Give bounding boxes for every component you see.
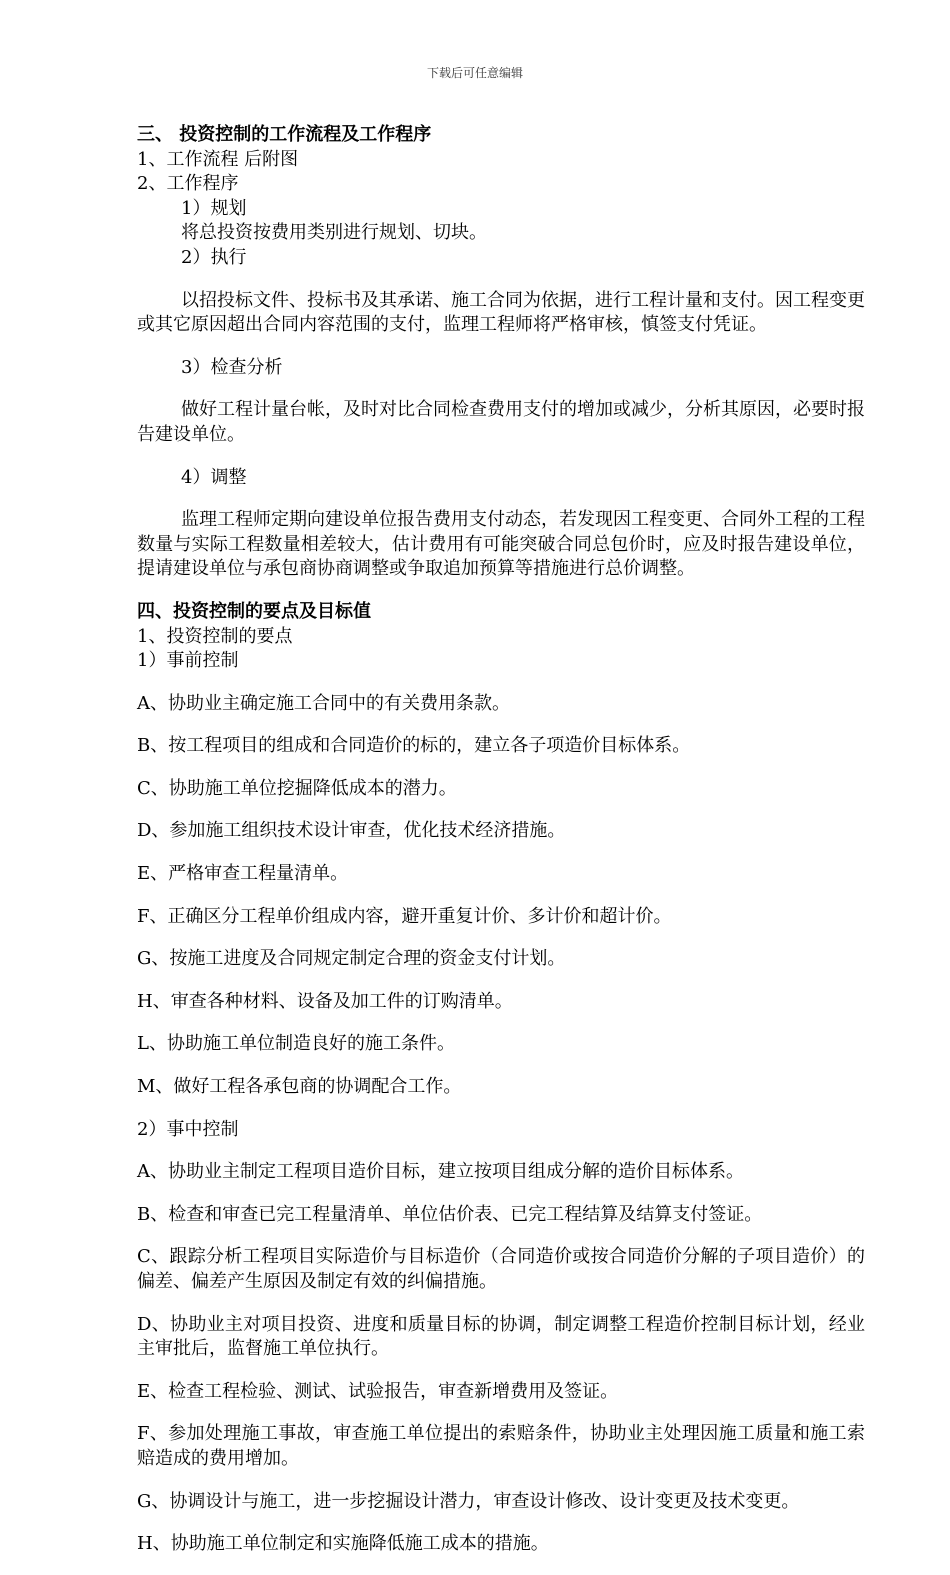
list-item: C、协助施工单位挖掘降低成本的潜力。 (137, 777, 457, 799)
section-4-title: 四、投资控制的要点及目标值 (137, 600, 371, 622)
list-item: B、检查和审查已完工程量清单、单位估价表、已完工程结算及结算支付签证。 (137, 1203, 763, 1225)
mid-control-label: 2）事中控制 (137, 1118, 239, 1140)
list-item: E、检查工程检验、测试、试验报告，审查新增费用及签证。 (137, 1380, 619, 1402)
pre-control-label: 1）事前控制 (137, 650, 239, 672)
workflow-line: 1、工作流程 后附图 (137, 148, 299, 170)
step-label-check: 3）检查分析 (181, 356, 283, 378)
list-item: H、审查各种材料、设备及加工件的订购清单。 (137, 990, 513, 1012)
list-item: D、参加施工组织技术设计审查，优化技术经济措施。 (137, 820, 566, 842)
document-body (137, 123, 865, 1575)
list-item: B、按工程项目的组成和合同造价的标的，建立各子项造价目标体系。 (137, 735, 691, 757)
pre-control-list (137, 692, 865, 1100)
list-item: L、协助施工单位制造良好的施工条件。 (137, 1033, 455, 1055)
list-item: E、严格审查工程量清单。 (137, 863, 349, 885)
list-item: G、协调设计与施工，进一步挖掘设计潜力，审查设计修改、设计变更及技术变更。 (137, 1490, 800, 1512)
section-3-title: 三、 投资控制的工作流程及工作程序 (137, 124, 432, 145)
list-item: C、跟踪分析工程项目实际造价与目标造价（合同造价或按合同造价分解的子项目造价）的偏差、偏差产生原因及制定有效的纠偏措施。 (137, 1246, 865, 1292)
list-item: D、协助业主对项目投资、进度和质量目标的协调，制定调整工程造价控制目标计划，经业主审批后，监督施工单位执行。 (137, 1313, 865, 1360)
list-item: H、协助施工单位制定和实施降低施工成本的措施。 (137, 1533, 549, 1555)
list-item: F、正确区分工程单价组成内容，避开重复计价、多计价和超计价。 (137, 905, 672, 927)
step-text-check: 做好工程计量台帐，及时对比合同检查费用支付的增加或减少，分析其原因，必要时报告建设单位。 (137, 399, 865, 445)
step-text-adjust: 监理工程师定期向建设单位报告费用支付动态，若发现因工程变更、合同外工程的工程数量与实际工程数量相差较大，估计费用有可能突破合同总包价时，应及时报告建设单位，提请建设单位与承包商协商调整或争取追加预算等措施进行总价调整。 (137, 509, 865, 580)
step-text-plan: 将总投资按费用类别进行规划、切块。 (181, 222, 487, 244)
list-item: F、参加处理施工事故，审查施工单位提出的索赔条件，协助业主处理因施工质量和施工索赔造成的费用增加。 (137, 1423, 865, 1469)
list-item: A、协助业主确定施工合同中的有关费用条款。 (137, 692, 510, 714)
step-label-execute: 2）执行 (181, 246, 247, 268)
control-points-line: 1、投资控制的要点 (137, 625, 293, 647)
header-note: 下载后可任意编辑 (426, 66, 523, 80)
step-label-plan: 1）规划 (181, 197, 247, 219)
mid-control-list (137, 1160, 865, 1557)
step-text-execute: 以招投标文件、投标书及其承诺、施工合同为依据，进行工程计量和支付。因工程变更或其它原因超出合同内容范围的支付，监理工程师将严格审核，慎签支付凭证。 (137, 289, 865, 336)
step-label-adjust: 4）调整 (181, 466, 247, 488)
procedure-line: 2、工作程序 (137, 173, 239, 195)
list-item: M、做好工程各承包商的协调配合工作。 (137, 1076, 462, 1098)
list-item: A、协助业主制定工程项目造价目标，建立按项目组成分解的造价目标体系。 (137, 1161, 744, 1183)
list-item: G、按施工进度及合同规定制定合理的资金支付计划。 (137, 948, 566, 970)
